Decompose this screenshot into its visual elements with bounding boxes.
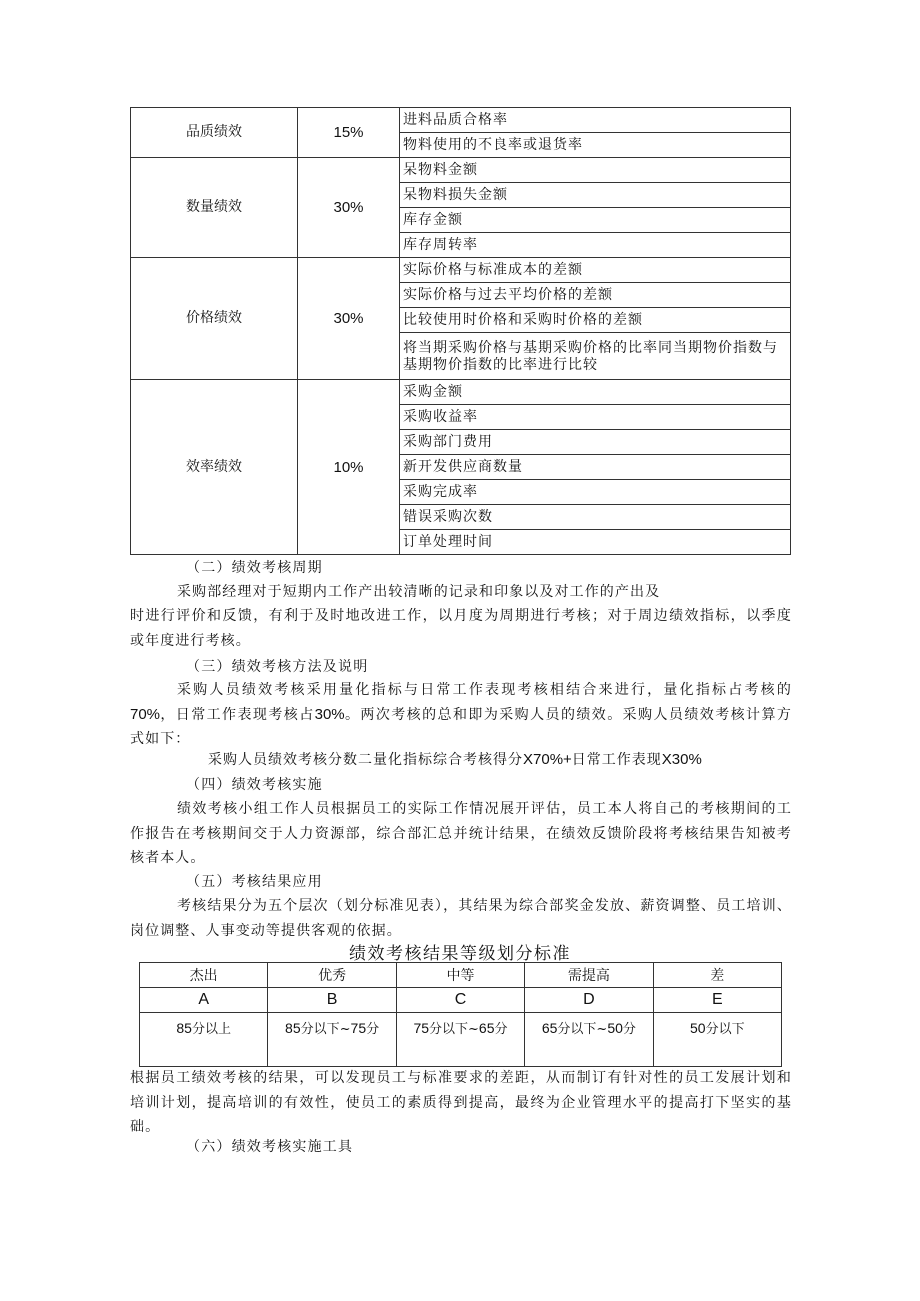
method-text-b: ，日常工作表现考核占	[160, 706, 315, 723]
grades-table-title: 绩效考核结果等级划分标准	[349, 944, 571, 964]
cycle-paragraph-line1: 采购部经理对于短期内工作产出较清晰的记录和印象以及对工作的产出及	[177, 584, 661, 600]
metric-item: 采购金额	[400, 380, 791, 405]
method-text-c: 。两次考核的总和即为采购人员的绩效。采购人员绩效考核计算方式如下：	[130, 706, 793, 747]
grade-range-low: 65	[541, 1020, 558, 1036]
metric-category: 效率绩效	[131, 380, 298, 555]
metric-item: 进料品质合格率	[400, 108, 791, 133]
cycle-paragraph-line2: 时进行评价和反馈，有利于及时地改进工作，以月度为周期进行考核；对于周边绩效指标，以季度或年度进行考核。	[130, 608, 792, 649]
metric-item: 错误采购次数	[400, 505, 791, 530]
section-heading-results: （五）考核结果应用	[186, 874, 323, 890]
formula-factor-a: X70%+	[523, 751, 572, 768]
grade-letter: C	[396, 988, 524, 1013]
metrics-row	[131, 158, 791, 183]
grade-range-high: 75	[350, 1020, 367, 1036]
grade-range-text: 分以下~	[557, 1022, 608, 1037]
formula-factor-b: X30%	[661, 751, 702, 768]
grade-range-high: 50	[607, 1020, 623, 1036]
grade-range-unit: 分	[494, 1022, 508, 1037]
grade-range	[268, 1013, 396, 1067]
metric-item: 采购部门费用	[400, 430, 791, 455]
grade-range-text: 分以上	[191, 1022, 231, 1037]
formula-text-b: 日常工作表现	[571, 752, 662, 768]
metric-item: 实际价格与标准成本的差额	[400, 258, 791, 283]
metric-item: 呆物料损失金额	[400, 183, 791, 208]
metric-item: 库存金额	[400, 208, 791, 233]
grade-range-text: 分以下~	[429, 1022, 479, 1037]
metric-item: 比较使用时价格和采购时价格的差额	[400, 308, 791, 333]
grade-name: 优秀	[268, 963, 396, 988]
metrics-row	[131, 108, 791, 133]
grade-letter: A	[140, 988, 268, 1013]
grade-name: 差	[653, 963, 781, 988]
metric-item: 新开发供应商数量	[400, 455, 791, 480]
method-text-a: 采购人员绩效考核采用量化指标与日常工作表现考核相结合来进行，量化指标占考核的	[177, 682, 792, 698]
daily-percent: 30%	[314, 705, 345, 723]
metric-item: 实际价格与过去平均价格的差额	[400, 283, 791, 308]
grade-name: 杰出	[140, 963, 268, 988]
section-heading-method: （三）绩效考核方法及说明	[186, 659, 369, 675]
metric-item: 订单处理时间	[400, 530, 791, 555]
metric-item: 将当期采购价格与基期采购价格的比率同当期物价指数与基期物价指数的比率进行比较	[400, 333, 791, 380]
grade-range	[653, 1013, 781, 1067]
grade-range	[140, 1013, 268, 1067]
metric-weight: 15%	[298, 108, 400, 158]
implementation-paragraph: 绩效考核小组工作人员根据员工的实际工作情况展开评估，员工本人将自己的考核期间的工作报告在考核期间交于人力资源部，综合部汇总并统计结果，在绩效反馈阶段将考核结果告知被考核者本人。	[130, 801, 792, 866]
metric-weight: 10%	[298, 380, 400, 555]
grade-range-low: 50	[689, 1020, 706, 1036]
grade-name: 需提高	[525, 963, 653, 988]
grade-range-low: 85	[285, 1020, 301, 1036]
metric-item: 物料使用的不良率或退货率	[400, 133, 791, 158]
formula-text-a: 采购人员绩效考核分数二量化指标综合考核得分	[208, 752, 523, 768]
grade-range-low: 75	[413, 1020, 430, 1036]
performance-metrics-table	[130, 107, 791, 555]
metric-weight: 30%	[298, 258, 400, 380]
grade-letter: B	[268, 988, 396, 1013]
metrics-row	[131, 380, 791, 405]
grade-range-high: 65	[478, 1020, 495, 1036]
grade-range-unit: 分	[622, 1022, 636, 1037]
metric-item: 库存周转率	[400, 233, 791, 258]
metric-weight: 30%	[298, 158, 400, 258]
grade-range	[396, 1013, 524, 1067]
grade-letter: D	[525, 988, 653, 1013]
metric-category: 价格绩效	[131, 258, 298, 380]
method-paragraph	[130, 678, 792, 752]
metrics-row	[131, 258, 791, 283]
closing-paragraph: 根据员工绩效考核的结果，可以发现员工与标准要求的差距，从而制订有针对性的员工发展计划和培训计划，提高培训的有效性，使员工的素质得到提高，最终为企业管理水平的提高打下坚实的基础。	[130, 1070, 792, 1135]
quant-percent: 70%	[130, 705, 161, 723]
grade-name: 中等	[396, 963, 524, 988]
grade-range-low: 85	[176, 1020, 192, 1036]
grade-range-text: 分以下~	[300, 1022, 351, 1037]
results-paragraph: 考核结果分为五个层次（划分标准见表），其结果为综合部奖金发放、薪资调整、员工培训、岗位调整、人事变动等提供客观的依据。	[130, 898, 792, 939]
score-formula	[208, 749, 702, 769]
metric-item: 采购收益率	[400, 405, 791, 430]
grade-range-text: 分以下	[705, 1022, 745, 1037]
section-heading-tools: （六）绩效考核实施工具	[186, 1139, 354, 1155]
section-heading-cycle: （二）绩效考核周期	[186, 560, 323, 576]
metric-item: 呆物料金额	[400, 158, 791, 183]
metric-category: 数量绩效	[131, 158, 298, 258]
grade-letter: E	[653, 988, 781, 1013]
section-heading-implementation: （四）绩效考核实施	[186, 777, 323, 793]
metric-category: 品质绩效	[131, 108, 298, 158]
grade-range-unit: 分	[366, 1022, 380, 1037]
grade-standard-table	[139, 962, 782, 1067]
grade-range	[525, 1013, 653, 1067]
metric-item: 采购完成率	[400, 480, 791, 505]
